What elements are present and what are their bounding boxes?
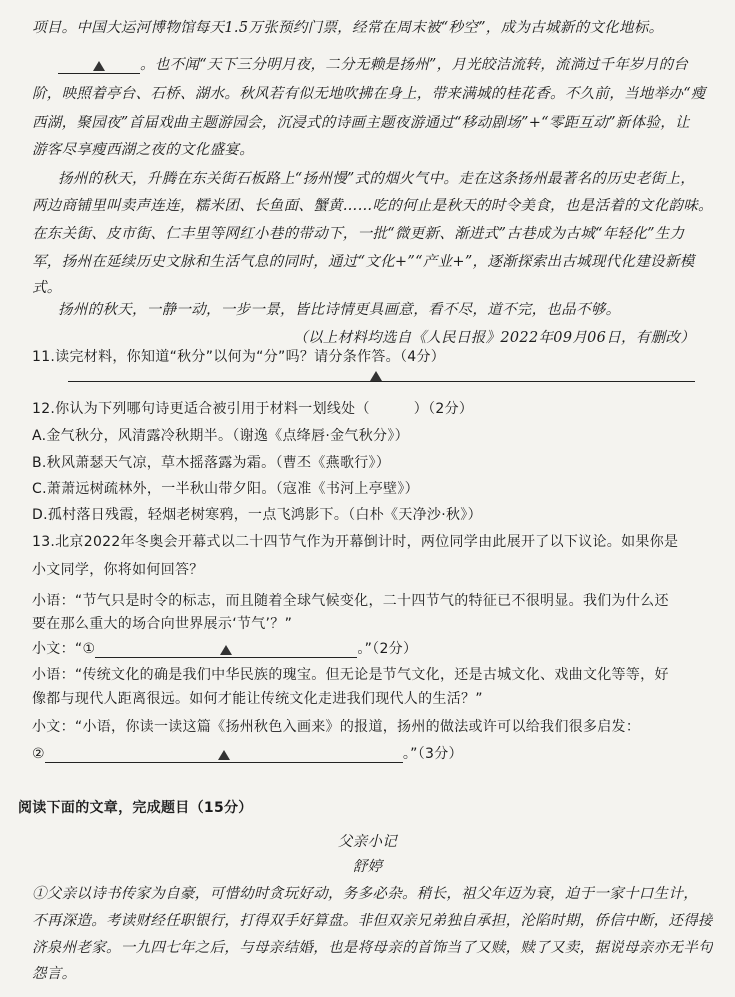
fill-blank[interactable] [95,641,357,658]
option-a: A.金气秋分，风清露冷秋期半。（谢逸《点绛唇·金气秋分》） [32,428,409,444]
answer-line[interactable] [68,381,695,382]
section-instruction: 阅读下面的文章，完成题目（15分） [18,800,253,816]
question-11: 11.读完材料，你知道“秋分”以何为“分”吗？请分条作答。（4分） [32,349,446,365]
dialogue-xiaoyu: 小语：“节气只是时令的标志，而且随着全球气候变化，二十四节气的特征已不很明显。我们为什么还 [32,593,669,609]
article-line: 怨言。 [32,966,77,982]
passage-line: 两边商铺里叫卖声连连，糯米团、长鱼面、蟹黄……吃的何止是秋天的时令美食，也是活着的文化韵味。 [32,198,713,214]
passage-line: 在东关街、皮市街、仁丰里等网红小巷的带动下，一批“微更新、渐进式”古巷成为古城“年轻化”生力 [32,226,685,242]
question-13-cont: 小文同学，你将如何回答？ [32,562,204,578]
passage-line: 扬州的秋天，升腾在东关街石板路上“扬州慢”式的烟火气中。走在这条扬州最著名的历史老街上， [58,171,696,187]
article-author: 舒婷 [352,859,383,875]
triangle-icon [218,750,230,760]
article-line: 不再深造。考读财经任职银行，打得双手好算盘。非但双亲兄弟独自承担，沦陷时期，侨信中断，还得接 [32,913,713,929]
dialogue-xiaoyu: 要在那么重大的场合向世界展示‘节气’？” [32,616,293,632]
fill-blank[interactable] [45,746,403,763]
article-line: ①父亲以诗书传家为自豪，可惜幼时贪玩好动，务多必杂。稍长，祖父年迈为衰，迫于一家十口生计， [32,886,698,902]
source-note: （以上材料均选自《人民日报》2022年09月06日，有删改） [293,330,695,346]
passage-line: 阶，映照着亭台、石桥、湖水。秋风若有似无地吹拂在身上，带来满城的桂花香。不久前，当地举办“瘦 [32,86,706,102]
dialogue-xiaoyu: 小语：“传统文化的确是我们中华民族的瑰宝。但无论是节气文化，还是古城文化、戏曲文化等等，好 [32,667,669,683]
dialogue-xiaoyu: 像都与现代人距离很远。如何才能让传统文化走进我们现代人的生活？” [32,691,483,707]
triangle-icon [220,645,232,655]
passage-line: 扬州的秋天，一静一动，一步一景，皆比诗情更具画意，看不尽，道不完，也品不够。 [58,302,621,318]
question-13: 13.北京2022年冬奥会开幕式以二十四节气作为开幕倒计时，两位同学由此展开了以下议论。如果你是 [32,534,679,550]
passage-line: 。也不闻“天下三分明月夜，二分无赖是扬州”，月光皎洁流转，流淌过千年岁月的台 [58,55,713,75]
dialogue-xiaowen: 小文：“① 。”（2分） [32,641,418,657]
option-c: C.萧萧远树疏林外，一半秋山带夕阳。（寇准《书河上亭壁》） [32,481,419,497]
article-line: 济泉州老家。一九四七年之后，与母亲结婚，也是将母亲的首饰当了又赎，赎了又卖，据说母亲亦无半句 [32,940,713,956]
article-title: 父亲小记 [337,834,398,850]
passage-line: 军，扬州在延续历史文脉和生活气息的同时，通过“文化+”“产业+”，逐渐探索出古城现代化建设新模 [32,254,695,270]
option-d: D.孤村落日残霞，轻烟老树寒鸦，一点飞鸿影下。（白朴《天净沙·秋》） [32,507,482,523]
option-b: B.秋风萧瑟天气凉，草木摇落露为霜。（曹丕《燕歌行》） [32,455,391,471]
passage-line: 西湖，聚园夜”首届戏曲主题游园会，沉浸式的诗画主题夜游通过“移动剧场”+“零距互动”新体验，让 [32,115,690,131]
fill-blank[interactable] [58,57,140,74]
passage-line: 项目。中国大运河博物馆每天1.5万张预约门票，经常在周末被“秒空”，成为古城新的文化地标。 [32,20,664,36]
dialogue-xiaowen: 小文：“小语，你读一读这篇《扬州秋色入画来》的报道，扬州的做法或许可以给我们很多启发： [32,719,641,735]
passage-line: 游客尽享瘦西湖之夜的文化盛宴。 [32,142,254,158]
question-12: 12.你认为下列哪句诗更适合被引用于材料一划线处（ ）（2分） [32,401,474,417]
triangle-icon [93,61,105,71]
passage-line: 式。 [32,280,62,296]
dialogue-xiaowen: ② 。”（3分） [32,746,463,762]
triangle-icon [370,371,382,381]
